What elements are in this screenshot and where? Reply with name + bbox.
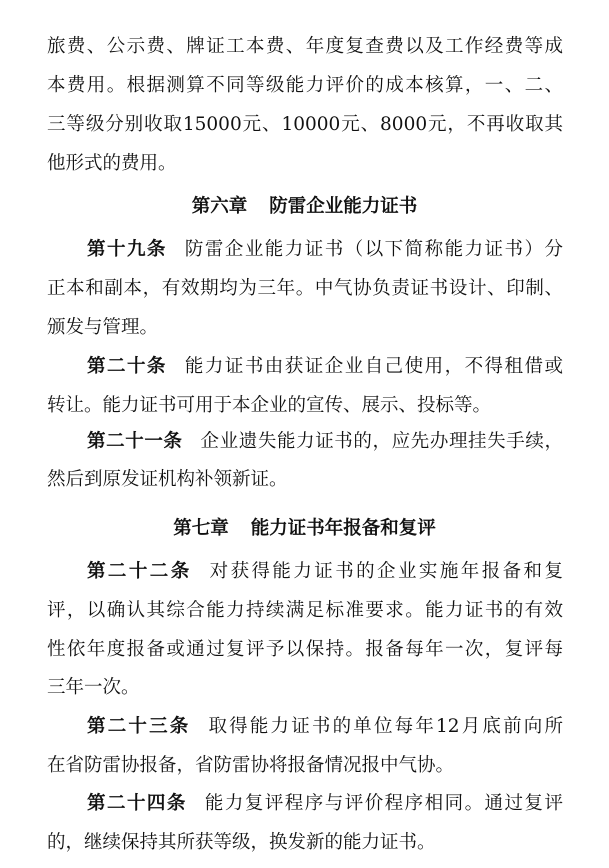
article-text: 对获得能力证书的企业实施年报备和复 [209,561,563,582]
article-text: 能力证书由获证企业自己使用，不得租借或 [184,356,563,377]
article-first-line [87,790,563,818]
article-text: 能力复评程序与评价程序相同。通过复评 [204,793,563,814]
chapter-title: 防雷企业能力证书 [269,196,418,217]
article-first-line [87,713,563,741]
paragraph-line: 颁发与管理。 [47,317,159,338]
article-text: 企业遗失能力证书的，应先办理挂失手续， [200,431,563,452]
chapter-number: 第七章 [173,518,229,539]
paragraph-line: 在省防雷协报备，省防雷协将报备情况报中气协。 [47,755,455,776]
article-label: 第二十二条 [87,561,192,582]
article-first-line [87,428,563,456]
article-label: 第二十一条 [87,431,183,452]
article-text: 防雷企业能力证书（以下简称能力证书）分 [184,239,563,260]
paragraph-line: 他形式的费用。 [47,153,177,174]
article-label: 第二十三条 [87,716,191,737]
paragraph-line: 然后到原发证机构补领新证。 [47,469,288,490]
paragraph-line: 本费用。根据测算不同等级能力评价的成本核算，一、二、 [47,75,563,96]
article-label: 第二十四条 [87,793,187,814]
chapter-number: 第六章 [191,196,248,217]
article-label: 第十九条 [87,239,167,260]
paragraph-line: 转让。能力证书可用于本企业的宣传、展示、投标等。 [47,395,492,416]
article-label: 第二十条 [87,356,167,377]
paragraph-line: 的，继续保持其所获等级，换发新的能力证书。 [47,832,436,853]
paragraph-line: 评，以确认其综合能力持续满足标准要求。能力证书的有效 [47,600,563,621]
chapter-heading [0,515,609,543]
article-first-line [87,236,563,264]
chapter-heading [0,193,609,221]
paragraph-line: 正本和副本，有效期均为三年。中气协负责证书设计、印制、 [47,278,563,299]
paragraph-line: 三年一次。 [47,677,140,698]
article-first-line [87,353,563,381]
paragraph-line: 三等级分别收取15000元、10000元、8000元，不再收取其 [47,114,563,135]
chapter-title: 能力证书年报备和复评 [250,518,436,539]
article-first-line [87,558,563,586]
paragraph-line: 旅费、公示费、牌证工本费、年度复查费以及工作经费等成 [47,36,563,57]
article-text: 取得能力证书的单位每年12月底前向所 [208,716,563,737]
paragraph-line: 性依年度报备或通过复评予以保持。报备每年一次，复评每 [47,639,563,660]
